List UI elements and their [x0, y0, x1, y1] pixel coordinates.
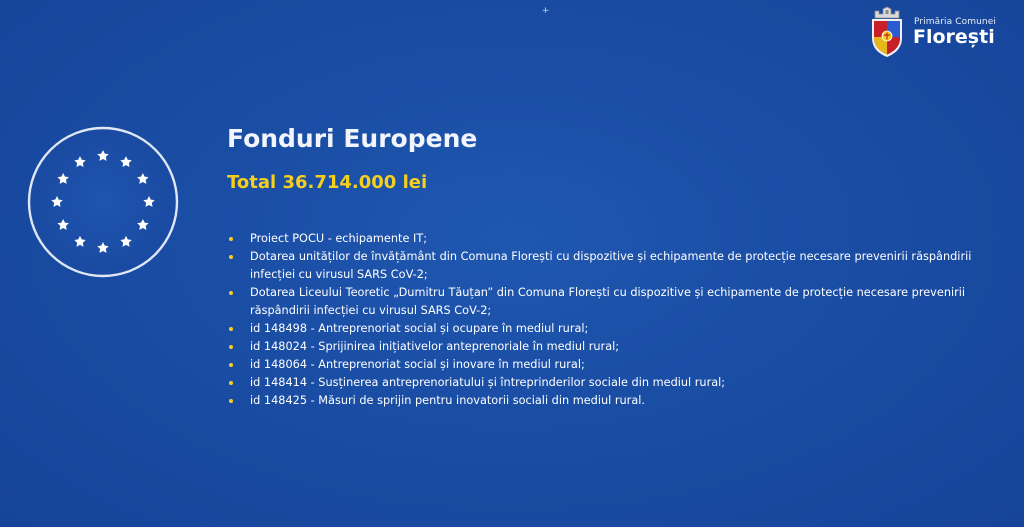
list-item: Dotarea Liceului Teoretic „Dumitru Tăuțan” din Comuna Florești cu dispozitive și echipamente de protecție necesare prevenirii răspândirii infecției cu virusul SARS CoV-2; [229, 284, 999, 320]
logo-subtitle: Primăria Comunei [914, 17, 996, 27]
list-item: id 148414 - Susținerea antreprenoriatului și întreprinderilor sociale din mediul rural; [229, 374, 999, 392]
list-item: id 148425 - Măsuri de sprijin pentru inovatorii sociali din mediul rural. [229, 392, 999, 410]
bullet-dot-icon [229, 327, 233, 331]
bullet-dot-icon [229, 237, 233, 241]
page-title: Fonduri Europene [227, 124, 478, 153]
bullet-dot-icon [229, 255, 233, 259]
total-amount: Total 36.714.000 lei [227, 172, 428, 193]
coat-of-arms-icon [868, 4, 906, 59]
list-item: id 148064 - Antreprenoriat social și inovare în mediul rural; [229, 356, 999, 374]
bullet-dot-icon [229, 363, 233, 367]
logo-title: Florești [913, 26, 995, 48]
bullet-dot-icon [229, 291, 233, 295]
list-item: Dotarea unităților de învățământ din Comuna Florești cu dispozitive și echipamente de protecție necesare prevenirii răspândirii infecției cu virusul SARS CoV-2; [229, 248, 999, 284]
list-item: Proiect POCU - echipamente IT; [229, 230, 999, 248]
list-item: id 148498 - Antreprenoriat social și ocupare în mediul rural; [229, 320, 999, 338]
list-item: id 148024 - Sprijinirea inițiativelor anteprenoriale în mediul rural; [229, 338, 999, 356]
project-list [229, 230, 999, 410]
bullet-dot-icon [229, 381, 233, 385]
bullet-dot-icon [229, 399, 233, 403]
primaria-logo[interactable] [868, 4, 998, 60]
bullet-dot-icon [229, 345, 233, 349]
eu-stars-emblem-icon [25, 124, 181, 280]
crosshair-icon: + [541, 6, 550, 16]
